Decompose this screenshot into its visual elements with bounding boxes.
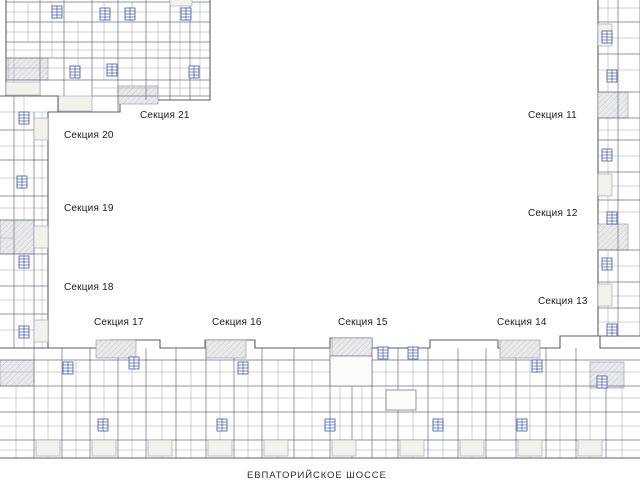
section-label-19[interactable]: Секция 19 [64, 203, 114, 214]
section-label-21[interactable]: Секция 21 [140, 110, 190, 121]
section-label-18[interactable]: Секция 18 [64, 282, 114, 293]
section-label-15[interactable]: Секция 15 [338, 317, 388, 328]
section-label-11[interactable]: Секция 11 [528, 110, 577, 121]
section-label-16[interactable]: Секция 16 [212, 317, 262, 328]
section-label-13[interactable]: Секция 13 [538, 296, 588, 307]
street-label: ЕВПАТОРИЙСКОЕ ШОССЕ [247, 470, 387, 481]
section-label-17[interactable]: Секция 17 [94, 317, 144, 328]
section-label-20[interactable]: Секция 20 [64, 130, 114, 141]
section-label-14[interactable]: Секция 14 [497, 317, 547, 328]
wing-right [598, 0, 640, 336]
section-label-12[interactable]: Секция 12 [528, 208, 578, 219]
wing-bottom [0, 336, 640, 458]
